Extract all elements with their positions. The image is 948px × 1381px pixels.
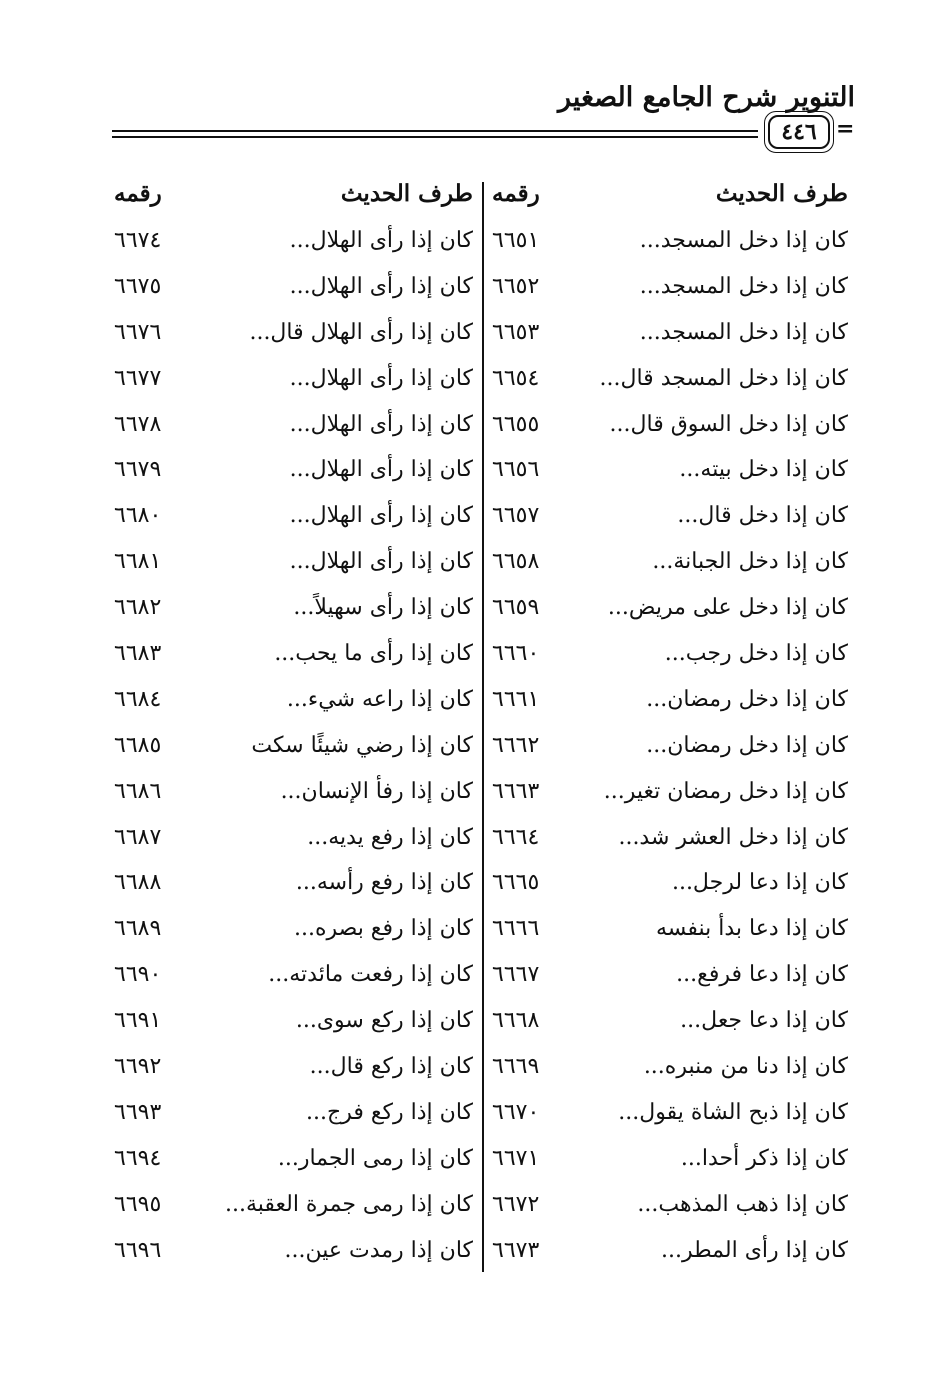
right-hadith-number: ٦٦٦٧ bbox=[492, 962, 540, 988]
right-hadith-title: كان إذا دنا من منبره... bbox=[643, 1054, 848, 1080]
table-row bbox=[0, 358, 948, 404]
left-hadith-number: ٦٦٨٠ bbox=[114, 503, 162, 529]
table-row bbox=[0, 1184, 948, 1230]
table-row bbox=[0, 725, 948, 771]
table-row bbox=[0, 449, 948, 495]
right-hadith-title: كان إذا دعا فرفع... bbox=[676, 962, 848, 988]
left-hadith-title: كان إذا رضي شيئًا سكت bbox=[251, 732, 473, 758]
left-hadith-title: كان إذا رمى جمرة العقبة... bbox=[224, 1191, 473, 1217]
left-hadith-number: ٦٦٨٨ bbox=[114, 870, 162, 896]
table-row bbox=[0, 1092, 948, 1138]
left-hadith-title: كان إذا رمى الجمار... bbox=[277, 1145, 473, 1171]
table-row bbox=[0, 1138, 948, 1184]
right-hadith-title: كان إذا دخل رجب... bbox=[664, 641, 848, 667]
table-row bbox=[0, 220, 948, 266]
right-hadith-number: ٦٦٥٣ bbox=[492, 319, 540, 345]
left-hadith-number: ٦٦٨١ bbox=[114, 549, 162, 575]
left-hadith-number: ٦٦٨٢ bbox=[114, 595, 162, 621]
right-hadith-title: كان إذا ذهب المذهب... bbox=[637, 1191, 848, 1217]
table-row bbox=[0, 954, 948, 1000]
right-hadith-title: كان إذا ذكر أحدا... bbox=[680, 1145, 848, 1171]
right-hadith-title: كان إذا دعا جعل... bbox=[680, 1008, 848, 1034]
left-hadith-number: ٦٦٩٦ bbox=[114, 1237, 162, 1263]
right-hadith-title: كان إذا دخل بيته... bbox=[679, 457, 848, 483]
right-hadith-title: كان إذا رأى المطر... bbox=[661, 1237, 848, 1263]
left-hadith-number: ٦٦٧٦ bbox=[114, 319, 162, 345]
table-row bbox=[0, 862, 948, 908]
right-hadith-number: ٦٦٥٨ bbox=[492, 549, 540, 575]
right-hadith-title: كان إذا دخل على مريض... bbox=[607, 595, 848, 621]
right-hadith-number: ٦٦٧٣ bbox=[492, 1237, 540, 1263]
right-hadith-number: ٦٦٦٣ bbox=[492, 778, 540, 804]
right-hadith-number: ٦٦٥١ bbox=[492, 228, 540, 253]
left-hadith-title: كان إذا رمدت عين... bbox=[284, 1237, 473, 1263]
left-hadith-title: كان إذا رأى الهلال قال... bbox=[249, 319, 473, 345]
right-title-header: طرف الحديث bbox=[715, 180, 848, 207]
left-hadith-number: ٦٦٨٧ bbox=[114, 824, 162, 850]
right-hadith-title: كان إذا دخل رمضان تغير... bbox=[603, 778, 848, 804]
right-hadith-number: ٦٦٦٩ bbox=[492, 1054, 540, 1080]
right-hadith-number: ٦٦٦٠ bbox=[492, 641, 540, 667]
left-hadith-number: ٦٦٨٩ bbox=[114, 916, 162, 942]
left-hadith-title: كان إذا رفعت مائدته... bbox=[268, 962, 473, 988]
table-row bbox=[0, 908, 948, 954]
left-hadith-number: ٦٦٨٥ bbox=[114, 732, 162, 758]
right-hadith-title: كان إذا ذبح الشاة يقول... bbox=[618, 1099, 848, 1125]
right-hadith-title: كان إذا دخل رمضان... bbox=[646, 686, 848, 712]
header-rule-top bbox=[112, 130, 758, 132]
left-hadith-title: كان إذا رأى الهلال... bbox=[289, 273, 473, 299]
header-rule-bottom bbox=[112, 136, 758, 138]
right-hadith-title: كان إذا دخل المسجد... bbox=[639, 228, 848, 253]
table-row bbox=[0, 679, 948, 725]
left-hadith-title: كان إذا رأى الهلال... bbox=[289, 549, 473, 575]
left-number-header: رقمه bbox=[114, 180, 162, 207]
right-hadith-number: ٦٦٦٤ bbox=[492, 824, 540, 850]
table-row bbox=[0, 404, 948, 450]
right-hadith-number: ٦٦٥٢ bbox=[492, 273, 540, 299]
left-hadith-number: ٦٦٨٣ bbox=[114, 641, 162, 667]
table-row bbox=[0, 312, 948, 358]
left-hadith-number: ٦٦٧٨ bbox=[114, 411, 162, 437]
left-hadith-title: كان إذا رأى ما يحب... bbox=[274, 641, 473, 667]
left-hadith-title: كان إذا ركع فرج... bbox=[306, 1099, 473, 1125]
right-hadith-title: كان إذا دخل السوق قال... bbox=[609, 411, 848, 437]
table-row bbox=[0, 771, 948, 817]
table-row bbox=[0, 1046, 948, 1092]
left-hadith-title: كان إذا رأى الهلال... bbox=[289, 228, 473, 253]
left-hadith-title: كان إذا رأى الهلال... bbox=[289, 503, 473, 529]
right-hadith-number: ٦٦٦٨ bbox=[492, 1008, 540, 1034]
left-hadith-number: ٦٦٩٠ bbox=[114, 962, 162, 988]
left-hadith-number: ٦٦٩٤ bbox=[114, 1145, 162, 1171]
table-row bbox=[0, 817, 948, 863]
right-hadith-number: ٦٦٦٥ bbox=[492, 870, 540, 896]
page-number: ٤٤٦ bbox=[768, 115, 830, 149]
right-hadith-title: كان إذا دخل رمضان... bbox=[646, 732, 848, 758]
right-hadith-title: كان إذا دخل العشر شد... bbox=[618, 824, 848, 850]
right-hadith-number: ٦٦٥٧ bbox=[492, 503, 540, 529]
index-table bbox=[0, 220, 948, 1275]
left-hadith-title: كان إذا ركع سوى... bbox=[295, 1008, 473, 1034]
left-hadith-title: كان إذا رفع يديه... bbox=[307, 824, 473, 850]
left-hadith-number: ٦٦٩٥ bbox=[114, 1191, 162, 1217]
left-hadith-title: كان إذا ركع قال... bbox=[309, 1054, 473, 1080]
right-hadith-title: كان إذا دخل قال... bbox=[677, 503, 848, 529]
right-hadith-number: ٦٦٧٢ bbox=[492, 1191, 540, 1217]
page-marker: = bbox=[836, 116, 855, 142]
left-hadith-number: ٦٦٨٦ bbox=[114, 778, 162, 804]
left-hadith-number: ٦٦٩٣ bbox=[114, 1099, 162, 1125]
table-row bbox=[0, 633, 948, 679]
left-hadith-number: ٦٦٧٤ bbox=[114, 228, 162, 253]
left-hadith-number: ٦٦٨٤ bbox=[114, 686, 162, 712]
right-hadith-number: ٦٦٦١ bbox=[492, 686, 540, 712]
right-hadith-title: كان إذا دخل المسجد... bbox=[639, 319, 848, 345]
right-hadith-title: كان إذا دعا لرجل... bbox=[671, 870, 848, 896]
table-row bbox=[0, 1230, 948, 1276]
right-hadith-title: كان إذا دخل المسجد... bbox=[639, 273, 848, 299]
left-hadith-number: ٦٦٧٧ bbox=[114, 365, 162, 391]
right-hadith-number: ٦٦٦٦ bbox=[492, 916, 540, 942]
right-hadith-number: ٦٦٧٠ bbox=[492, 1099, 540, 1125]
book-title: التنوير شرح الجامع الصغير bbox=[558, 82, 855, 113]
left-hadith-title: كان إذا رفأ الإنسان... bbox=[280, 778, 473, 804]
left-hadith-title: كان إذا رفع بصره... bbox=[293, 916, 473, 942]
right-hadith-number: ٦٦٦٢ bbox=[492, 732, 540, 758]
left-hadith-number: ٦٦٩٢ bbox=[114, 1054, 162, 1080]
right-hadith-number: ٦٦٧١ bbox=[492, 1145, 540, 1171]
left-hadith-title: كان إذا رأى الهلال... bbox=[289, 365, 473, 391]
right-hadith-title: كان إذا دعا بدأ بنفسه bbox=[655, 916, 848, 942]
left-hadith-number: ٦٦٧٥ bbox=[114, 273, 162, 299]
table-row bbox=[0, 495, 948, 541]
left-hadith-title: كان إذا راعه شيء... bbox=[286, 686, 473, 712]
left-hadith-title: كان إذا رفع رأسه... bbox=[295, 870, 473, 896]
right-hadith-title: كان إذا دخل الجبانة... bbox=[652, 549, 848, 575]
right-hadith-number: ٦٦٥٩ bbox=[492, 595, 540, 621]
right-hadith-number: ٦٦٥٦ bbox=[492, 457, 540, 483]
left-title-header: طرف الحديث bbox=[340, 180, 473, 207]
left-hadith-number: ٦٦٧٩ bbox=[114, 457, 162, 483]
left-hadith-title: كان إذا رأى الهلال... bbox=[289, 411, 473, 437]
table-row bbox=[0, 541, 948, 587]
table-row bbox=[0, 266, 948, 312]
table-row bbox=[0, 1000, 948, 1046]
right-number-header: رقمه bbox=[492, 180, 540, 207]
left-hadith-title: كان إذا رأى الهلال... bbox=[289, 457, 473, 483]
right-hadith-number: ٦٦٥٤ bbox=[492, 365, 540, 391]
right-hadith-number: ٦٦٥٥ bbox=[492, 411, 540, 437]
right-hadith-title: كان إذا دخل المسجد قال... bbox=[599, 365, 848, 391]
table-row bbox=[0, 587, 948, 633]
left-hadith-number: ٦٦٩١ bbox=[114, 1008, 162, 1034]
left-hadith-title: كان إذا رأى سهيلاً... bbox=[293, 595, 473, 621]
